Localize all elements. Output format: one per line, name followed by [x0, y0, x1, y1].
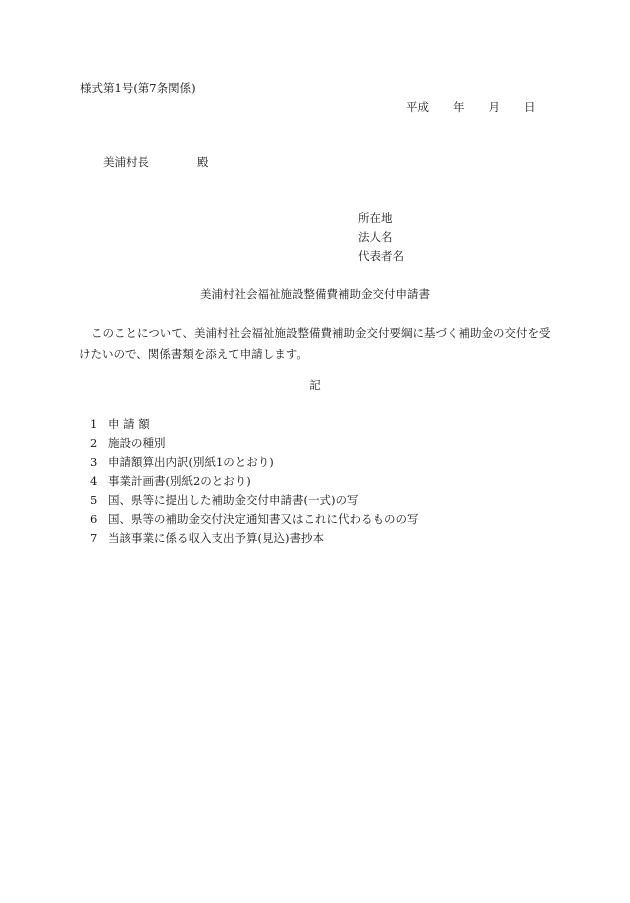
addressee-honorific: 殿 — [197, 155, 209, 169]
corporation-label: 法人名 — [358, 230, 393, 244]
list-item: 3 申請額算出内訳(別紙1のとおり) — [90, 455, 274, 469]
form-number: 様式第1号(第7条関係) — [80, 81, 196, 95]
list-item: 7 当該事業に係る収入支出予算(見込)書抄本 — [90, 531, 324, 545]
date-line — [406, 102, 536, 114]
list-item: 6 国、県等の補助金交付決定通知書又はこれに代わるものの写 — [90, 512, 419, 526]
list-item: 4 事業計画書(別紙2のとおり) — [90, 474, 251, 488]
addressee — [103, 157, 209, 169]
date-era: 平成 — [406, 100, 429, 114]
date-day: 日 — [524, 100, 536, 114]
list-item: 5 国、県等に提出した補助金交付申請書(一式)の写 — [90, 493, 359, 507]
ki-heading: 記 — [309, 378, 321, 392]
address-label: 所在地 — [358, 211, 393, 225]
list-item: 2 施設の種別 — [90, 436, 166, 450]
list-item: 1 申 請 額 — [90, 417, 150, 431]
attachment-list — [90, 418, 419, 551]
date-year: 年 — [453, 100, 465, 114]
addressee-name: 美浦村長 — [103, 155, 149, 169]
body-text — [79, 323, 559, 365]
date-month: 月 — [488, 100, 500, 114]
document-title: 美浦村社会福祉施設整備費補助金交付申請書 — [200, 287, 430, 301]
body-paragraph: このことについて、美浦村社会福祉施設整備費補助金交付要綱に基づく補助金の交付を受けたいので、関係書類を添えて申請します。 — [79, 326, 551, 361]
representative-label: 代表者名 — [358, 249, 404, 263]
applicant-block — [358, 212, 404, 269]
